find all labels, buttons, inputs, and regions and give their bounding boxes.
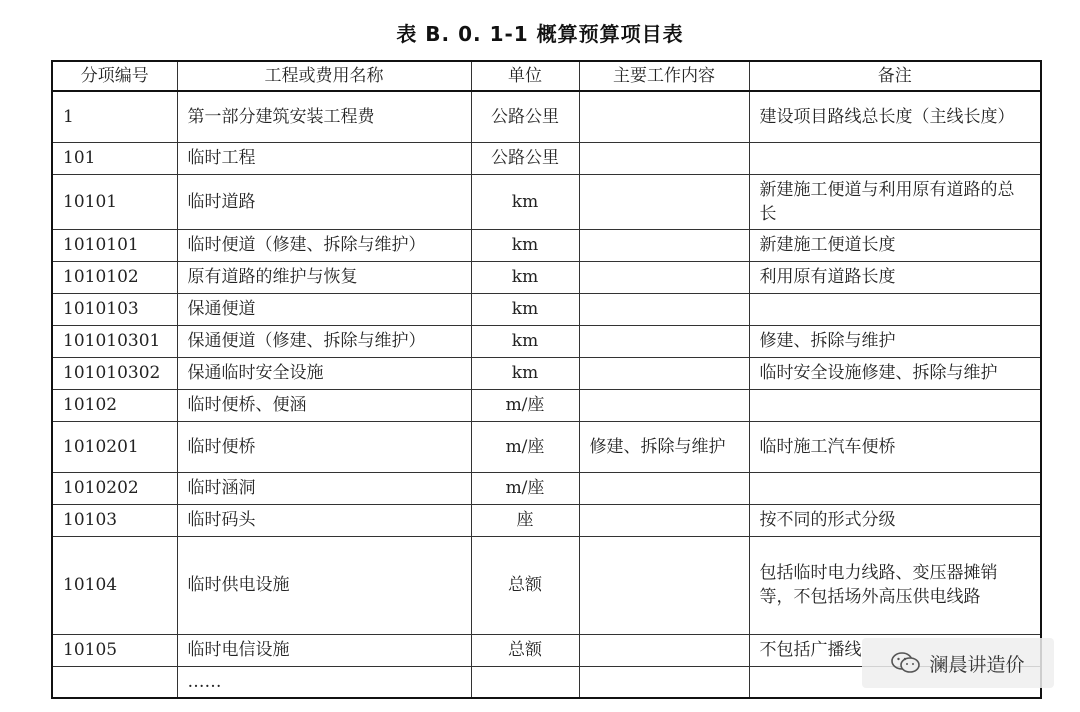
work-cell [579,91,749,142]
remark-cell: 新建施工便道与利用原有道路的总长 [749,174,1041,229]
remark-cell: 临时施工汽车便桥 [749,421,1041,472]
code-cell: 1010201 [52,421,177,472]
table-row [52,389,1041,421]
table-row [52,261,1041,293]
watermark-text: 澜晨讲造价 [929,653,1025,676]
remark-cell [749,389,1041,421]
name-cell: 临时便道（修建、拆除与维护） [177,229,471,261]
work-cell [579,293,749,325]
watermark [862,638,1054,688]
name-cell: 临时涵洞 [177,472,471,504]
code-cell: 10102 [52,389,177,421]
unit-cell: 总额 [471,536,579,634]
remark-cell [749,293,1041,325]
work-cell [579,357,749,389]
unit-cell: m/座 [471,421,579,472]
work-cell [579,504,749,536]
work-cell [579,142,749,174]
unit-cell: 总额 [471,634,579,666]
table-row [52,357,1041,389]
name-cell: 临时码头 [177,504,471,536]
remark-cell: 利用原有道路长度 [749,261,1041,293]
name-cell: 第一部分建筑安装工程费 [177,91,471,142]
remark-cell: 修建、拆除与维护 [749,325,1041,357]
table-row [52,91,1041,142]
code-cell: 10101 [52,174,177,229]
unit-cell: km [471,261,579,293]
name-cell: 临时供电设施 [177,536,471,634]
work-cell [579,229,749,261]
work-cell [579,536,749,634]
code-cell: 1010101 [52,229,177,261]
name-cell: 保通便道 [177,293,471,325]
name-cell: 保通临时安全设施 [177,357,471,389]
table-row [52,229,1041,261]
remark-cell: 新建施工便道长度 [749,229,1041,261]
code-cell: 101010302 [52,357,177,389]
code-cell: 10104 [52,536,177,634]
code-cell: 101010301 [52,325,177,357]
name-cell: …… [177,666,471,698]
name-cell: 原有道路的维护与恢复 [177,261,471,293]
work-cell: 修建、拆除与维护 [579,421,749,472]
code-cell: 1010202 [52,472,177,504]
unit-cell: 公路公里 [471,142,579,174]
budget-items-table [51,60,1042,699]
name-cell: 临时电信设施 [177,634,471,666]
unit-cell: 公路公里 [471,91,579,142]
code-cell: 101 [52,142,177,174]
unit-cell: km [471,229,579,261]
name-cell: 临时便桥、便涵 [177,389,471,421]
unit-cell: km [471,357,579,389]
work-cell [579,261,749,293]
unit-cell: m/座 [471,389,579,421]
work-cell [579,389,749,421]
remark-cell: 包括临时电力线路、变压器摊销等，不包括场外高压供电线路 [749,536,1041,634]
table-row [52,325,1041,357]
work-cell [579,325,749,357]
table-row [52,504,1041,536]
table-title: 表 B. 0. 1-1 概算预算项目表 [396,22,684,46]
remark-cell: 建设项目路线总长度（主线长度） [749,91,1041,142]
work-cell [579,174,749,229]
table-row [52,174,1041,229]
name-cell: 临时道路 [177,174,471,229]
table-row [52,142,1041,174]
name-cell: 临时工程 [177,142,471,174]
remark-cell [749,142,1041,174]
table-row [52,472,1041,504]
code-cell: 10103 [52,504,177,536]
unit-cell: km [471,174,579,229]
unit-cell: 座 [471,504,579,536]
remark-cell: 临时安全设施修建、拆除与维护 [749,357,1041,389]
code-cell: 1010102 [52,261,177,293]
code-cell: 1 [52,91,177,142]
table-row [52,421,1041,472]
table-header-row [52,61,1041,91]
code-cell: 1010103 [52,293,177,325]
work-cell [579,472,749,504]
table-row [52,293,1041,325]
code-cell [52,666,177,698]
remark-cell [749,472,1041,504]
unit-cell [471,666,579,698]
unit-cell: km [471,325,579,357]
header-code: 分项编号 [52,61,177,91]
wechat-icon [891,651,921,675]
remark-cell: 不包括广播线 [749,634,1041,666]
unit-cell: m/座 [471,472,579,504]
header-unit: 单位 [471,61,579,91]
work-cell [579,666,749,698]
work-cell [579,634,749,666]
name-cell: 临时便桥 [177,421,471,472]
code-cell: 10105 [52,634,177,666]
header-remark: 备注 [749,61,1041,91]
name-cell: 保通便道（修建、拆除与维护） [177,325,471,357]
table-row [52,536,1041,634]
remark-cell: 按不同的形式分级 [749,504,1041,536]
header-work: 主要工作内容 [579,61,749,91]
unit-cell: km [471,293,579,325]
header-name: 工程或费用名称 [177,61,471,91]
